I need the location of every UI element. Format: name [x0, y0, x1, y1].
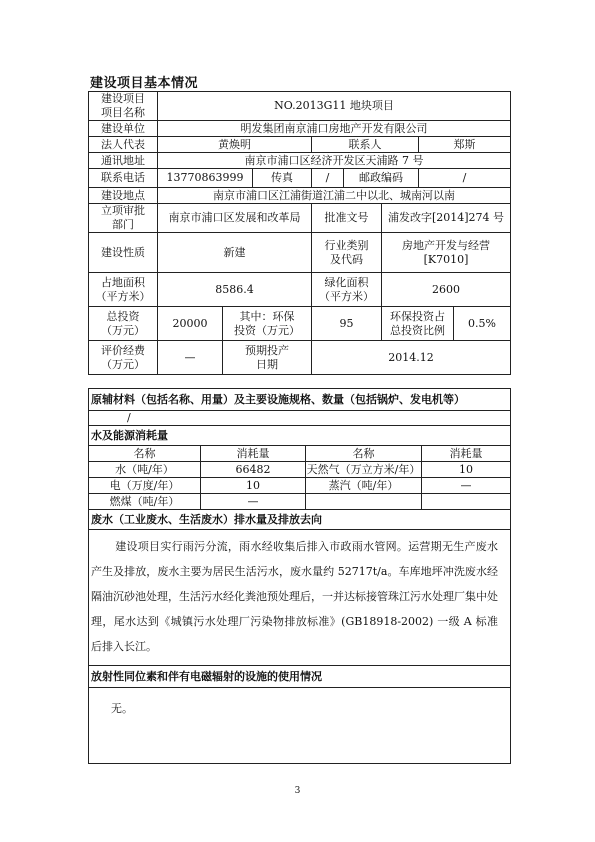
phone-label: 联系电话	[89, 169, 158, 188]
invest-value: 20000	[158, 307, 223, 341]
gas-label: 天然气（万立方米/年）	[306, 462, 421, 476]
materials-heading: 原辅材料（包括名称、用量）及主要设施规格、数量（包括锅炉、发电机等）	[89, 389, 511, 411]
project-name-value: NO.2013G11 地块项目	[158, 92, 511, 121]
radiation-heading: 放射性同位素和伴有电磁辐射的设施的使用情况	[89, 666, 511, 688]
energy-col-name-2: 名称	[306, 446, 422, 462]
location-label: 建设地点	[89, 188, 158, 204]
area-label: 占地面积 （平方米）	[89, 273, 158, 307]
industry-value: 房地产开发与经营 [K7010]	[382, 233, 511, 273]
fax-value: /	[312, 169, 344, 188]
empty-cell	[306, 494, 422, 510]
address-value: 南京市浦口区经济开发区天浦路 7 号	[158, 153, 511, 169]
power-label: 电（万度/年）	[89, 478, 201, 494]
materials-content: /	[89, 411, 511, 426]
expected-value: 2014.12	[312, 341, 511, 375]
details-table	[88, 388, 511, 764]
coal-label: 燃煤（吨/年）	[89, 494, 201, 510]
green-label: 绿化面积 （平方米）	[312, 273, 382, 307]
approval-no-label: 批准文号	[312, 204, 382, 233]
gas-value: 10	[422, 462, 511, 478]
legal-rep-label: 法人代表	[89, 137, 158, 153]
phone-value: 13770863999	[158, 169, 253, 188]
nature-label: 建设性质	[89, 233, 158, 273]
env-invest-label: 其中：环保 投资（万元）	[223, 307, 312, 341]
industry-label: 行业类别 及代码	[312, 233, 382, 273]
radiation-content: 无。	[89, 688, 511, 764]
postcode-value: /	[419, 169, 511, 188]
nature-value: 新建	[158, 233, 312, 273]
basic-info-table	[88, 91, 511, 375]
approval-dept-value: 南京市浦口区发展和改革局	[158, 204, 312, 233]
empty-cell	[422, 494, 511, 510]
steam-label: 蒸汽（吨/年）	[306, 478, 422, 494]
water-value: 66482	[201, 462, 306, 478]
power-value: 10	[201, 478, 306, 494]
project-name-label: 建设项目 项目名称	[89, 92, 158, 121]
steam-value: —	[422, 478, 511, 494]
address-label: 通讯地址	[89, 153, 158, 169]
expected-label: 预期投产 日期	[223, 341, 312, 375]
contact-label: 联系人	[312, 137, 419, 153]
env-ratio-label: 环保投资占 总投资比例	[382, 307, 454, 341]
energy-col-name: 名称	[89, 446, 201, 462]
area-value: 8586.4	[158, 273, 312, 307]
page-title: 建设项目基本情况	[90, 76, 199, 91]
env-ratio-value: 0.5%	[454, 307, 511, 341]
green-value: 2600	[382, 273, 511, 307]
wastewater-heading: 废水（工业废水、生活废水）排水量及排放去向	[89, 510, 511, 530]
env-invest-value: 95	[312, 307, 382, 341]
fax-label: 传真	[253, 169, 312, 188]
location-value: 南京市浦口区江浦街道江浦二中以北、城南河以南	[158, 188, 511, 204]
coal-value: —	[201, 494, 306, 510]
contact-value: 郑斯	[419, 137, 511, 153]
energy-col-amount: 消耗量	[201, 446, 306, 462]
invest-label: 总投资 （万元）	[89, 307, 158, 341]
water-label: 水（吨/年）	[89, 462, 201, 478]
wastewater-paragraph	[89, 530, 511, 666]
energy-heading: 水及能源消耗量	[89, 426, 511, 446]
approval-no-value: 浦发改字[2014]274 号	[382, 204, 511, 233]
postcode-label: 邮政编码	[344, 169, 419, 188]
approval-dept-label: 立项审批 部门	[89, 204, 158, 233]
legal-rep-value: 黄焕明	[158, 137, 312, 153]
eval-fee-value: —	[158, 341, 223, 375]
page-number: 3	[294, 786, 301, 796]
energy-col-amount-2: 消耗量	[422, 446, 511, 462]
wastewater-text: 建设项目实行雨污分流，雨水经收集后排入市政雨水管网。运营期无生产废水产生及排放，废水主要为居民生活污水，废水量约 52717t/a。车库地坪冲洗废水经隔油沉砂池处理，生活污水经化粪池预处理后，一并达标接管珠江污水处理厂集中处理，尾水达到《城镇污水处理厂污染物排放标准》(GB18918-2002) 一级 A 标准后排入长江。	[91, 540, 498, 653]
eval-fee-label: 评价经费 （万元）	[89, 341, 158, 375]
unit-value: 明发集团南京浦口房地产开发有限公司	[158, 121, 511, 137]
unit-label: 建设单位	[89, 121, 158, 137]
